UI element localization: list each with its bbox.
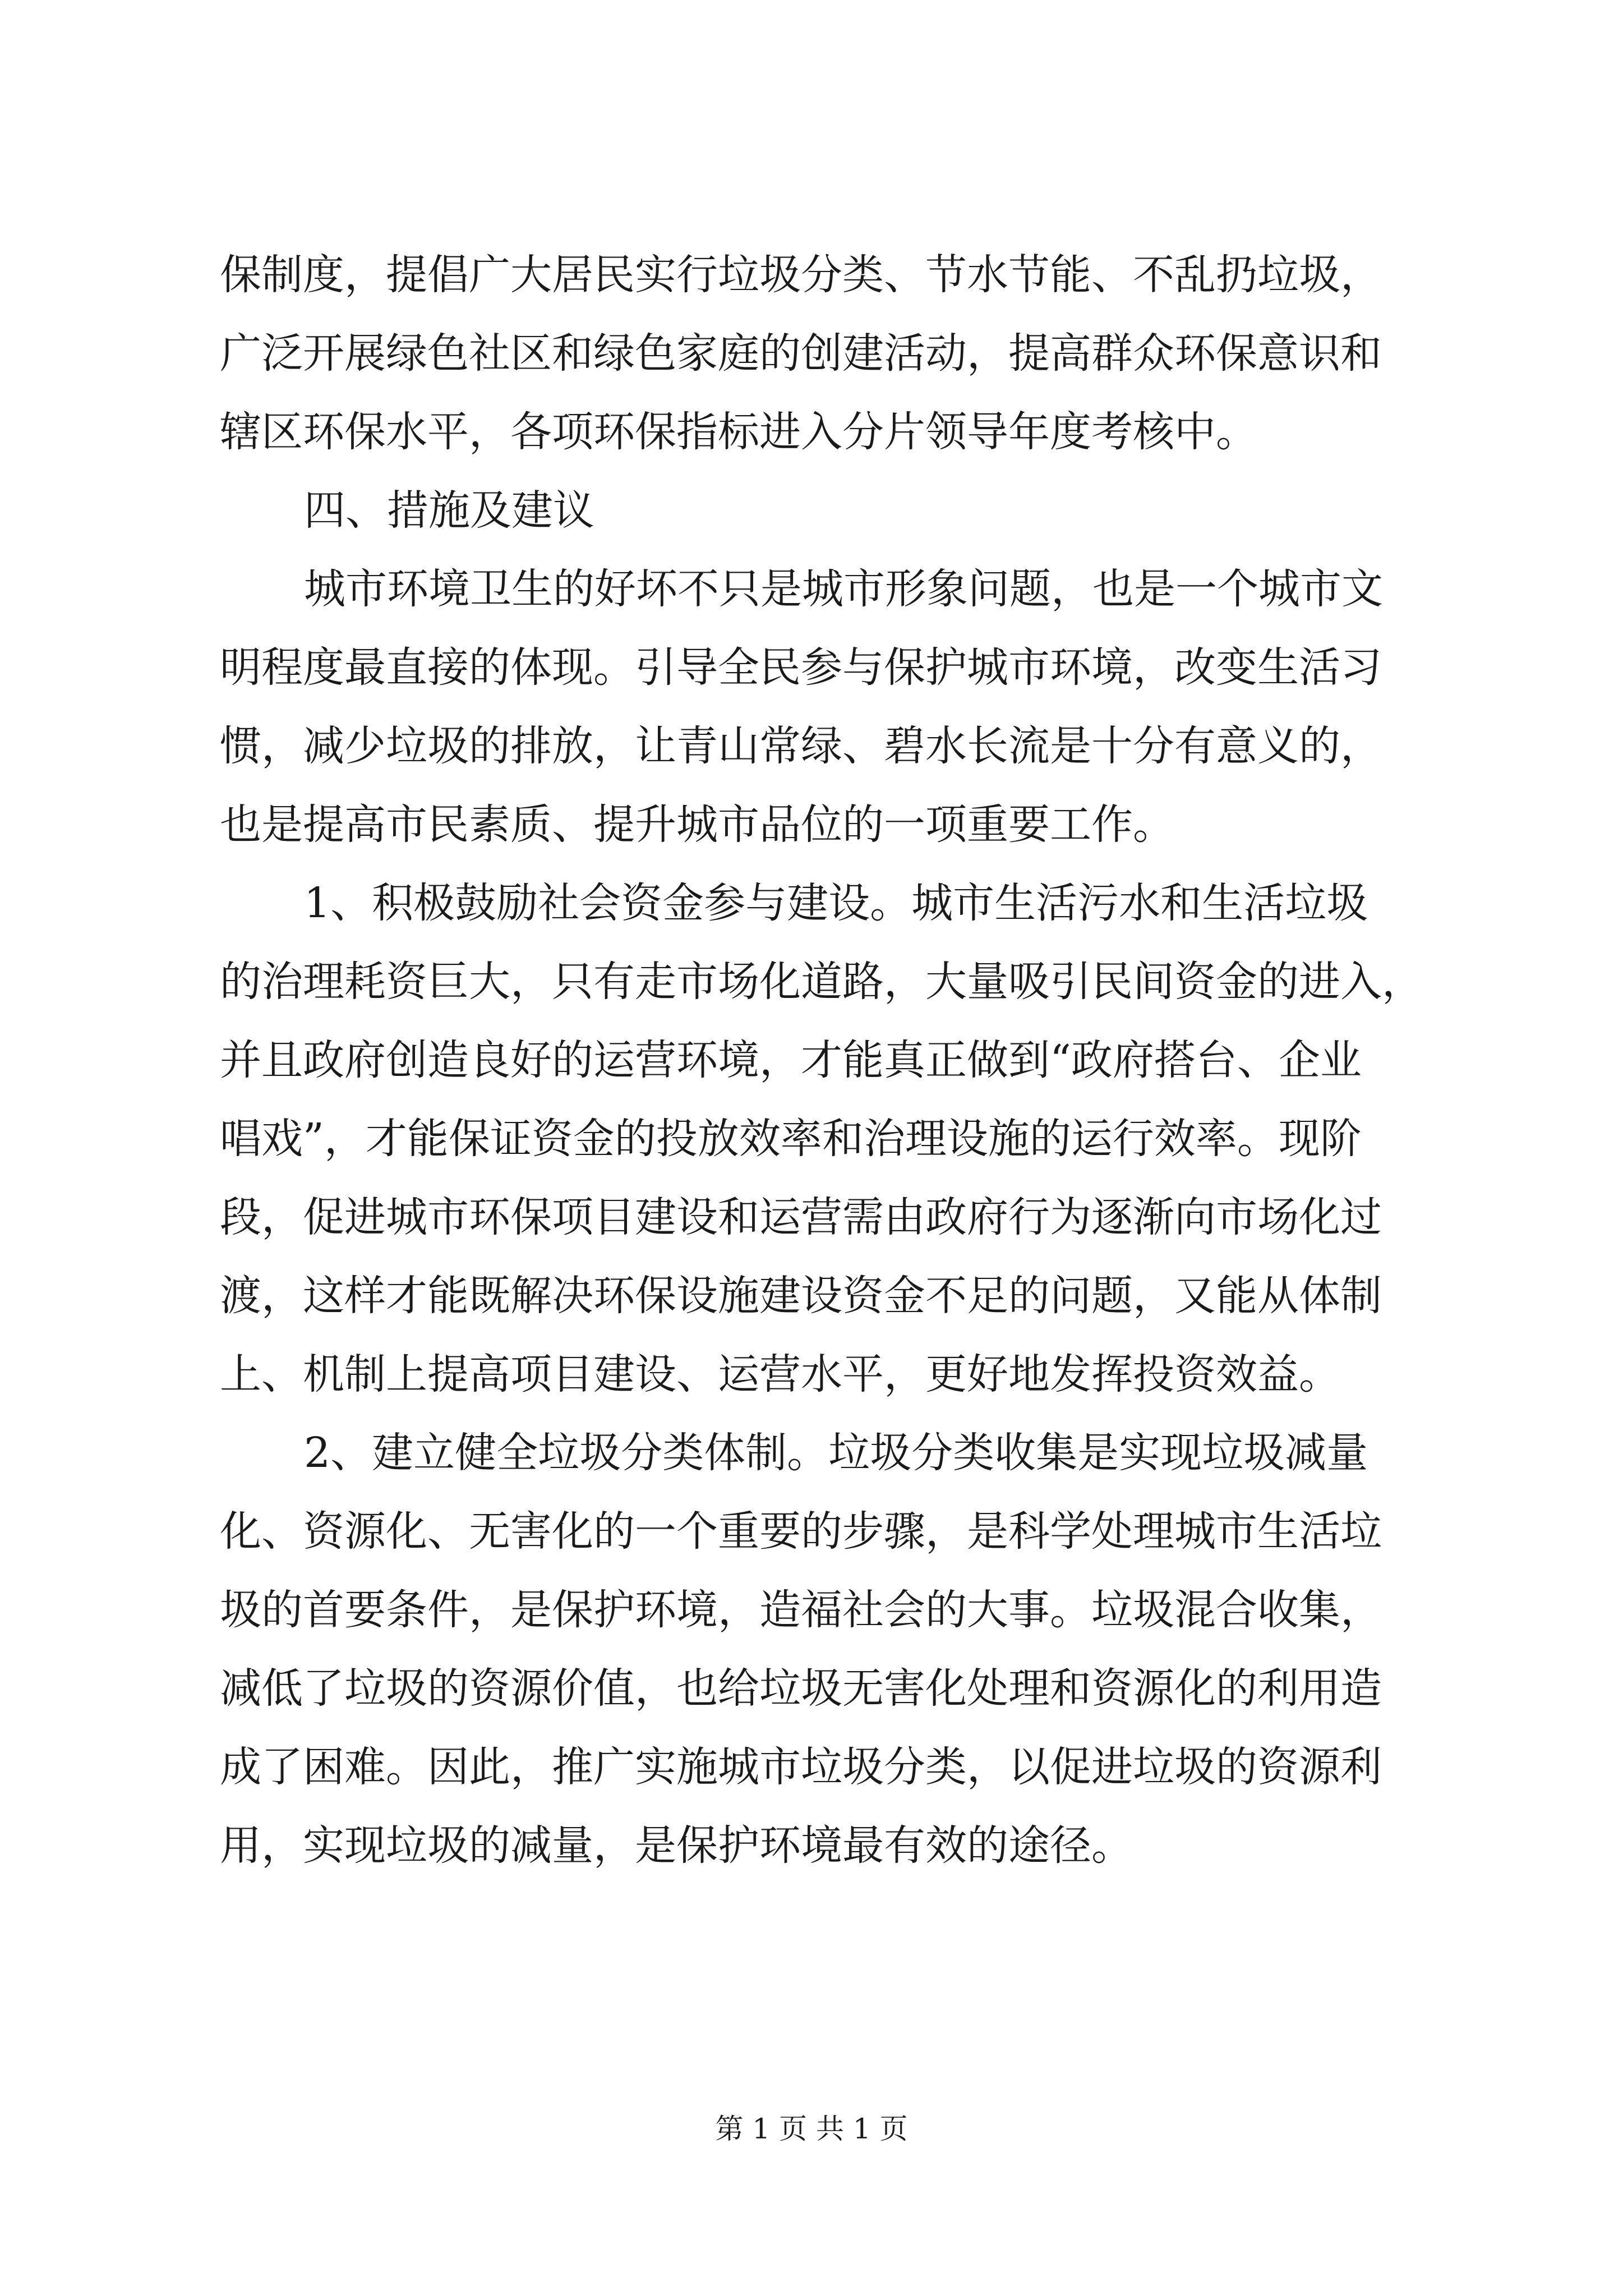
paragraph-line: 保制度，提倡广大居民实行垃圾分类、节水节能、不乱扔垃圾， — [220, 251, 1382, 299]
paragraph-line: 用，实现垃圾的减量，是保护环境最有效的途径。 — [220, 1821, 1133, 1870]
paragraph-line: 段，促进城市环保项目建设和运营需由政府行为逐渐向市场化过 — [220, 1193, 1382, 1241]
section-heading: 四、措施及建议 — [304, 486, 594, 535]
paragraph-line: 的治理耗资巨大，只有走市场化道路，大量吸引民间资金的进入， — [220, 958, 1423, 1006]
paragraph-line: 圾的首要条件，是保护环境，造福社会的大事。垃圾混合收集， — [220, 1586, 1382, 1634]
paragraph-line: 城市环境卫生的好坏不只是城市形象问题，也是一个城市文 — [304, 565, 1383, 613]
paragraph-line: 渡，这样才能既解决环保设施建设资金不足的问题，又能从体制 — [220, 1272, 1382, 1320]
paragraph-line: 化、资源化、无害化的一个重要的步骤，是科学处理城市生活垃 — [220, 1507, 1382, 1556]
paragraph-line: 减低了垃圾的资源价值，也给垃圾无害化处理和资源化的利用造 — [220, 1664, 1382, 1713]
paragraph-line: 惯，减少垃圾的排放，让青山常绿、碧水长流是十分有意义的， — [220, 722, 1382, 770]
paragraph-line: 明程度最直接的体现。引导全民参与保护城市环境，改变生活习 — [220, 643, 1382, 692]
paragraph-line: 1、积极鼓励社会资金参与建设。城市生活污水和生活垃圾 — [304, 879, 1368, 927]
paragraph-line: 并且政府创造良好的运营环境，才能真正做到“政府搭台、企业 — [220, 1036, 1362, 1084]
paragraph-line: 2、建立健全垃圾分类体制。垃圾分类收集是实现垃圾减量 — [304, 1429, 1368, 1477]
paragraph-line: 唱戏”，才能保证资金的投放效率和治理设施的运行效率。现阶 — [220, 1115, 1362, 1163]
paragraph-line: 成了困难。因此，推广实施城市垃圾分类，以促进垃圾的资源利 — [220, 1743, 1382, 1791]
paragraph-line: 上、机制上提高项目建设、运营水平，更好地发挥投资效益。 — [220, 1350, 1340, 1398]
paragraph-line: 广泛开展绿色社区和绿色家庭的创建活动，提高群众环保意识和 — [220, 329, 1382, 378]
paragraph-line: 辖区环保水平，各项环保指标进入分片领导年度考核中。 — [220, 408, 1257, 456]
page-footer: 第 1 页 共 1 页 — [715, 2113, 908, 2145]
paragraph-line: 也是提高市民素质、提升城市品位的一项重要工作。 — [220, 800, 1174, 849]
